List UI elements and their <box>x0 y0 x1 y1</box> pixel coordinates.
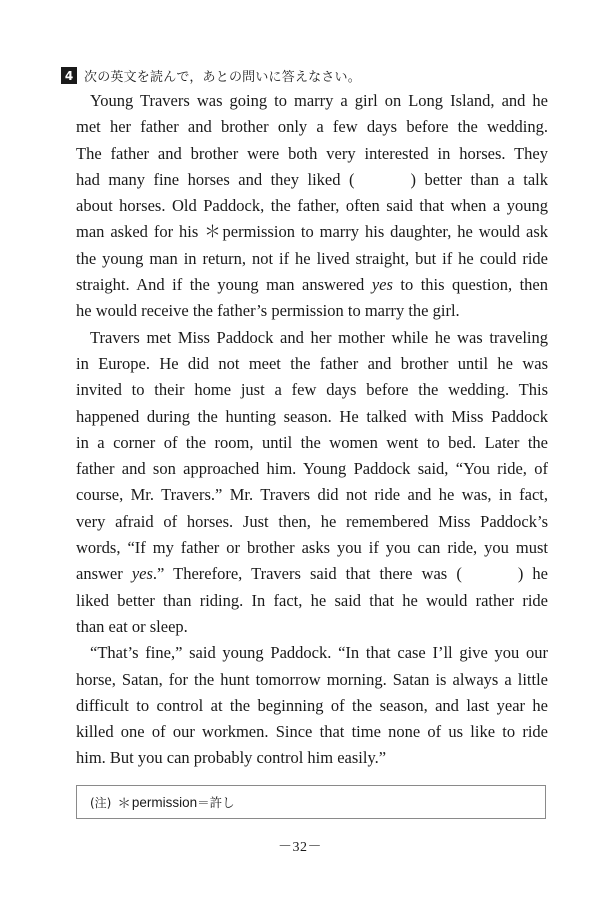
passage-line <box>76 667 548 693</box>
italic-word: yes <box>371 275 393 295</box>
italic-word: yes <box>131 564 153 584</box>
passage-line <box>76 640 548 666</box>
vocabulary-note-box <box>76 785 546 819</box>
note-asterisk: ＊ <box>117 796 131 811</box>
passage-line <box>76 588 548 614</box>
passage-line <box>76 219 548 245</box>
passage-line <box>76 88 548 114</box>
text-run: The father and brother were both very interested in horses. They <box>76 143 548 163</box>
passage-line <box>76 482 548 508</box>
passage-line <box>76 325 548 351</box>
text-run: course, Mr. Travers.” Mr. Travers did not ride and he was, in fact, <box>76 485 548 505</box>
note-equals: ＝ <box>197 795 210 810</box>
text-run: difficult to control at the beginning of the season, and last year he <box>76 695 548 715</box>
passage-line <box>76 377 548 403</box>
passage-line <box>76 614 548 640</box>
text-run: to this question, then <box>392 275 548 295</box>
passage-line <box>76 509 548 535</box>
note-meaning: 許し <box>209 795 235 810</box>
passage-line <box>76 351 548 377</box>
passage-line <box>76 246 548 272</box>
text-run: liked better than riding. In fact, he said that he would rather ride <box>76 590 548 610</box>
text-run: he would receive the father’s permission to marry the girl. <box>76 301 460 321</box>
text-run: him. But you can probably control him easily.” <box>76 748 387 768</box>
text-run: in Europe. He did not meet the father and brother until he was <box>76 353 548 373</box>
paragraph <box>76 88 548 325</box>
note-term: permission <box>131 794 198 810</box>
text-run: man asked for his ＊permission to marry his daughter, he would ask <box>76 222 548 242</box>
text-run: horse, Satan, for the hunt tomorrow morning. Satan is always a little <box>76 669 548 689</box>
text-run: ) better than a talk <box>410 169 548 189</box>
paragraph <box>76 640 548 771</box>
text-run: “That’s fine,” said young Paddock. “In that case I’ll give you our <box>90 643 548 663</box>
note-label: (注) <box>90 795 112 810</box>
question-number-badge: 4 <box>61 67 77 84</box>
text-run: had many fine horses and they liked ( <box>76 169 355 189</box>
question-instruction: 次の英文を読んで，あとの問いに答えなさい。 <box>84 70 361 85</box>
text-run: Young Travers was going to marry a girl on Long Island, and he <box>90 91 548 110</box>
text-run: killed one of our workmen. Since that time none of us like to ride <box>76 722 548 742</box>
passage-line <box>76 141 548 167</box>
text-run: about horses. Old Paddock, the father, often said that when a young <box>76 196 548 216</box>
passage-line <box>76 456 548 482</box>
text-run: very afraid of horses. Just then, he remembered Miss Paddock’s <box>76 511 548 531</box>
text-run: ) he <box>517 564 548 584</box>
passage-line <box>76 535 548 561</box>
text-run: words, “If my father or brother asks you if you can ride, you must <box>76 538 548 558</box>
text-run: answer <box>76 564 132 584</box>
text-run: invited to their home just a few days before the wedding. This <box>76 380 548 400</box>
passage-line <box>76 430 548 456</box>
passage-line <box>76 693 548 719</box>
passage-line <box>76 114 548 140</box>
passage-line <box>76 719 548 745</box>
text-run: met her father and brother only a few days before the wedding. <box>76 117 548 137</box>
passage-line <box>76 298 548 324</box>
passage-line <box>76 193 548 219</box>
page-number: －32－ <box>278 840 322 855</box>
text-run: father and son approached him. Young Paddock said, “You ride, of <box>76 459 548 479</box>
question-header <box>61 66 361 85</box>
text-run: straight. And if the young man answered <box>76 275 372 295</box>
passage-line <box>76 745 548 771</box>
text-run: .” Therefore, Travers said that there was ( <box>152 564 462 584</box>
paragraph <box>76 325 548 641</box>
passage-line <box>76 167 548 193</box>
text-run: happened during the hunting season. He talked with Miss Paddock <box>76 406 548 426</box>
reading-passage <box>76 88 548 772</box>
passage-line <box>76 404 548 430</box>
text-run: than eat or sleep. <box>76 616 188 636</box>
text-run: in a corner of the room, until the women went to bed. Later the <box>76 432 548 452</box>
passage-line <box>76 561 548 587</box>
text-run: Travers met Miss Paddock and her mother while he was traveling <box>90 327 548 347</box>
passage-line <box>76 272 548 298</box>
text-run: the young man in return, not if he lived straight, but if he could ride <box>76 248 548 268</box>
